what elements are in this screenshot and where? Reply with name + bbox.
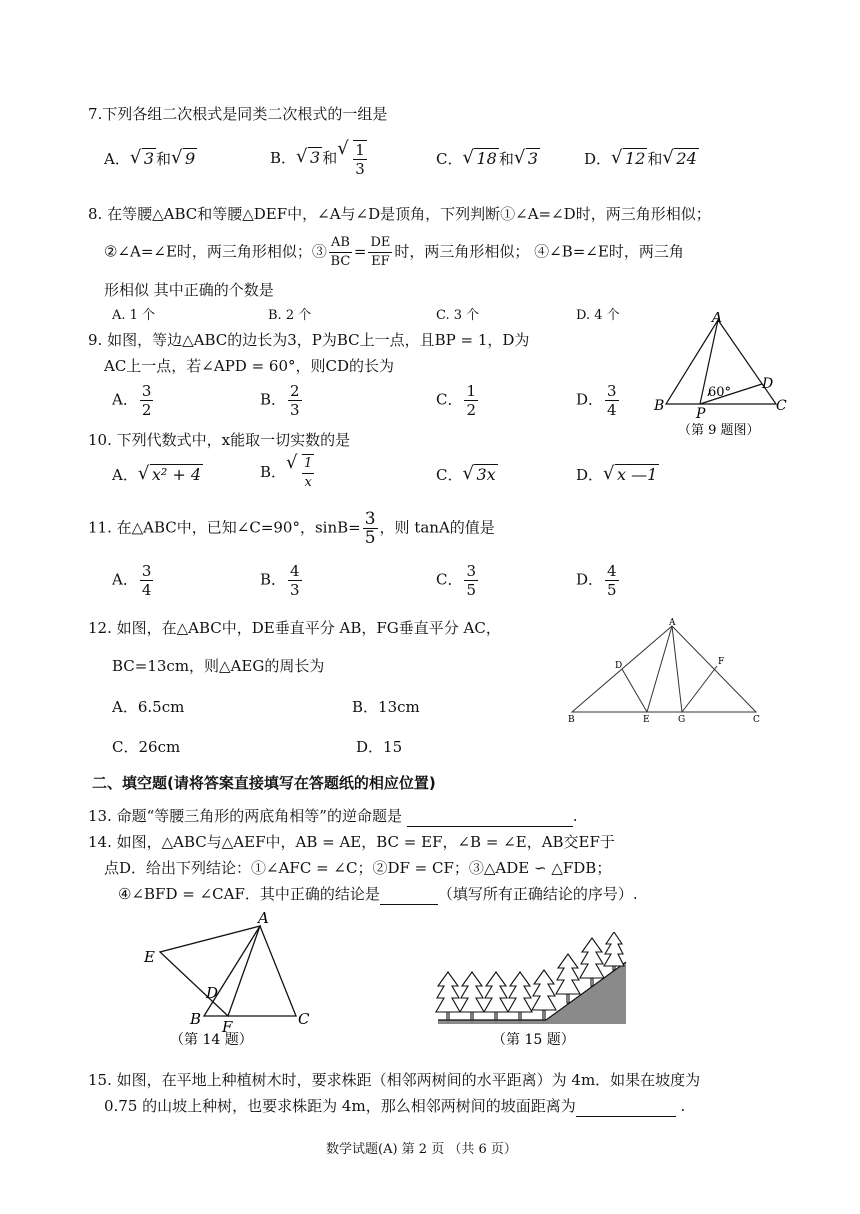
label-f: F <box>718 657 725 667</box>
label-a: A <box>258 910 269 927</box>
q12-line2: BC=13cm，则△AEG的周长为 <box>112 657 325 675</box>
q12-option-d: D．15 <box>356 738 403 756</box>
q10-option-d: D．√ x —1 <box>576 464 659 485</box>
q9-option-a: A． $\frac{3}{2}$ <box>112 382 152 419</box>
q7-option-c: C．√ 18 和√ 3 <box>436 148 540 169</box>
q10-option-a: A．√ x² + 4 <box>112 464 203 485</box>
q15-line2: 0.75 的山坡上种树，也要求株距为 4m，那么相邻两树间的坡面距离为 . <box>104 1097 686 1115</box>
q9-line1: 9. 如图，等边△ABC的边长为3，P为BC上一点，且BP = 1，D为 <box>88 331 530 349</box>
label-c: C <box>753 715 760 724</box>
q14-caption: （第 14 题） <box>170 1032 253 1048</box>
q12-figure <box>560 614 770 724</box>
q9-caption: （第 9 题图） <box>678 423 760 438</box>
q12-option-b: B．13cm <box>352 698 420 716</box>
q9-option-b: B． $\frac{2}{3}$ <box>260 382 300 419</box>
q7-option-b: B．√ 3 和 √ $\frac{1}{3}$ <box>270 140 369 178</box>
q8-option-b: B. 2 个 <box>268 308 312 323</box>
q12-option-a: A．6.5cm <box>112 698 185 716</box>
q13-answer-blank[interactable] <box>407 806 573 827</box>
label-c: C <box>776 398 787 414</box>
q8-option-c: C. 3 个 <box>436 308 480 323</box>
q10-option-b: B． √ $\frac{1}{x}$ <box>260 454 316 492</box>
q8-line1: 8. 在等腰△ABC和等腰△DEF中，∠A与∠D是顶角，下列判断①∠A=∠D时，两三角形相似； <box>88 205 711 223</box>
triangle-abc <box>572 626 756 712</box>
label-b: B <box>568 715 575 724</box>
q15-figure <box>434 932 630 1052</box>
segment-fg <box>682 666 717 712</box>
q9-figure <box>648 312 798 442</box>
q12-option-c: C．26cm <box>112 738 181 756</box>
q12-line1: 12. 如图，在△ABC中，DE垂直平分 AB，FG垂直平分 AC， <box>88 619 501 637</box>
label-p: P <box>696 406 706 422</box>
label-a: A <box>669 618 676 628</box>
q14-line1: 14. 如图，△ABC与△AEF中，AB = AE，BC = EF，∠B = ∠E，AB交EF于 <box>88 833 615 851</box>
q11-option-b: B． $\frac{4}{3}$ <box>260 562 300 599</box>
q10-stem: 10. 下列代数式中，x能取一切实数的是 <box>88 431 351 449</box>
segment-de <box>622 669 647 712</box>
label-a: A <box>712 312 723 326</box>
q15-answer-blank[interactable] <box>576 1096 676 1117</box>
label-b: B <box>654 398 665 414</box>
segment-ae <box>647 626 672 712</box>
q8-option-d: D. 4 个 <box>576 308 620 323</box>
q15-caption: （第 15 题） <box>492 1032 575 1048</box>
q11-option-d: D． $\frac{4}{5}$ <box>576 562 617 599</box>
q14-line2: 点D．给出下列结论：①∠AFC = ∠C；②DF = CF；③△ADE ∽ △FDB； <box>104 859 612 877</box>
q14-answer-blank[interactable] <box>380 884 438 905</box>
segment-ag <box>672 626 682 712</box>
q8-line3: 形相似 其中正确的个数是 <box>104 281 274 299</box>
q9-option-c: C． $\frac{1}{2}$ <box>436 382 477 419</box>
q13: 13. 命题“等腰三角形的两底角相等”的逆命题是 . <box>88 807 578 825</box>
q8-option-a: A. 1 个 <box>112 308 156 323</box>
page-footer: 数学试题(A) 第 2 页 （共 6 页） <box>326 1142 517 1157</box>
section-2-heading: 二、填空题(请将答案直接填写在答题纸的相应位置) <box>92 774 436 792</box>
q8-line2: ②∠A=∠E时，两三角形相似；③ $\frac{AB}{BC}$ = $\frac{DE}{EF}$ 时，两三角形相似； ④∠B=∠E时，两三角 <box>104 235 684 269</box>
label-d: D <box>615 661 623 671</box>
label-g: G <box>678 715 686 724</box>
label-b: B <box>190 1010 202 1028</box>
q15-line1: 15. 如图，在平地上种植树木时，要求株距（相邻两树间的水平距离）为 4m．如果在坡度为 <box>88 1071 701 1089</box>
label-e: E <box>643 715 650 724</box>
q9-line2: AC上一点，若∠APD = 60°，则CD的长为 <box>104 357 395 375</box>
label-d: D <box>206 984 219 1002</box>
label-c: C <box>298 1010 310 1028</box>
q14-line3: ④∠BFD = ∠CAF．其中正确的结论是 （填写所有正确结论的序号）. <box>118 885 638 903</box>
label-e: E <box>144 948 155 966</box>
triangle-abc <box>204 926 296 1016</box>
label-d: D <box>762 376 774 392</box>
label-angle: 60° <box>708 385 732 400</box>
option-label: A． <box>104 150 130 168</box>
triangle-aef <box>160 926 260 1016</box>
q9-option-d: D． $\frac{3}{4}$ <box>576 382 617 419</box>
q7-option-a: A．√ 3 和√ 9 <box>104 148 197 169</box>
label-f: F <box>222 1018 233 1036</box>
q7-stem: 7.下列各组二次根式是同类二次根式的一组是 <box>88 105 388 123</box>
q11-option-a: A． $\frac{3}{4}$ <box>112 562 152 599</box>
q14-figure <box>140 910 330 1050</box>
q10-option-c: C．√ 3x <box>436 464 498 485</box>
q11-option-c: C． $\frac{3}{5}$ <box>436 562 477 599</box>
q11-stem: 11. 在△ABC中，已知∠C=90°，sinB= $\frac{3}{5}$ ，则 tanA的值是 <box>88 509 495 548</box>
q7-option-d: D．√ 12 和√ 24 <box>584 148 699 169</box>
